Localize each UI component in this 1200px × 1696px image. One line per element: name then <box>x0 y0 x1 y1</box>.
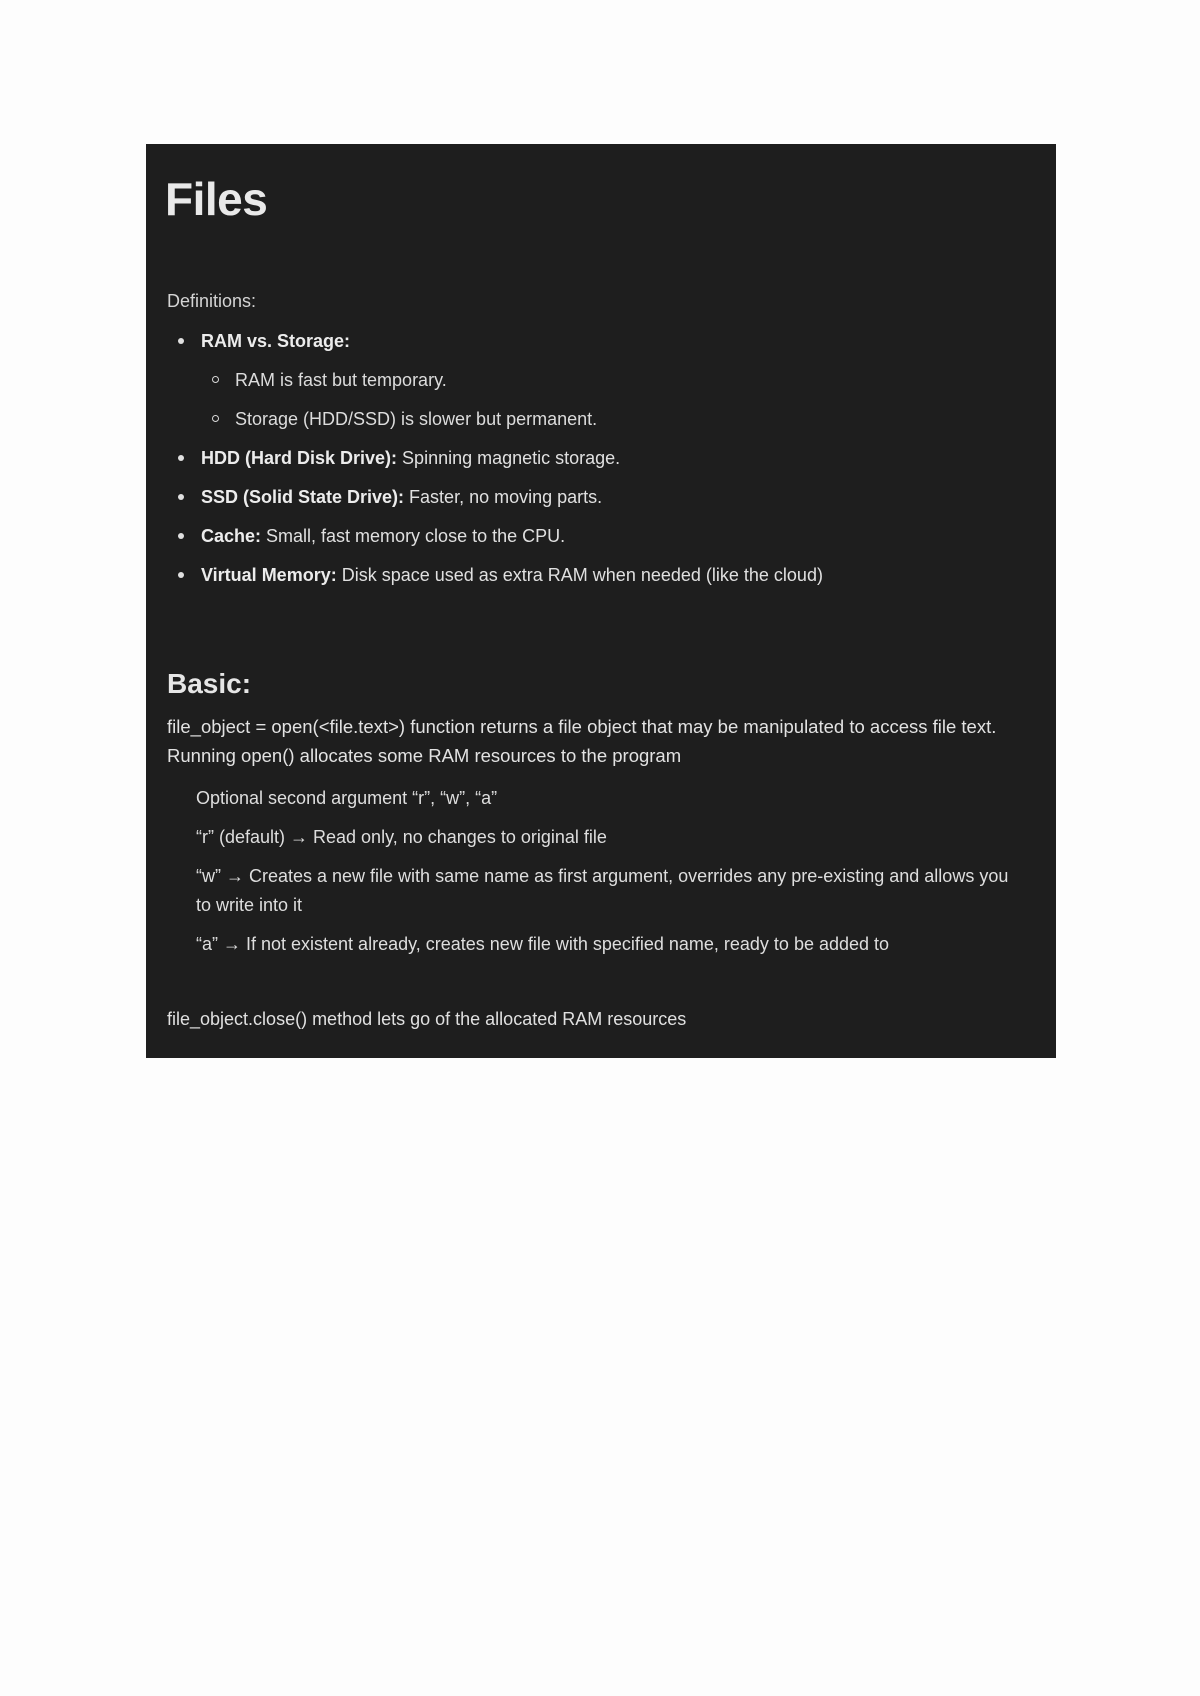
argument-line: “w” → Creates a new file with same name as first argument, overrides any pre-existing and allows you to write into it <box>196 866 1009 915</box>
definition-term: Virtual Memory: <box>201 565 337 585</box>
definition-term: Cache: <box>201 526 262 546</box>
sub-item-text: Storage (HDD/SSD) is slower but permanent. <box>235 409 598 429</box>
definition-text: Disk space used as extra RAM when needed (like the cloud) <box>336 565 823 585</box>
argument-line: “a” → If not existent already, creates new file with specified name, ready to be added to <box>196 934 890 954</box>
close-method-line: file_object.close() method lets go of the allocated RAM resources <box>167 1009 687 1029</box>
list-item <box>167 562 1027 588</box>
note-panel <box>146 144 1056 1058</box>
argument-line: Optional second argument “r”, “w”, “a” <box>196 788 498 808</box>
definition-term: SSD (Solid State Drive): <box>201 487 405 507</box>
definitions-list <box>167 328 1027 601</box>
open-arguments-block <box>196 784 1026 969</box>
bullet-icon <box>178 533 184 539</box>
bullet-icon <box>178 494 184 500</box>
definition-text: Faster, no moving parts. <box>404 487 603 507</box>
argument-line: “r” (default) → Read only, no changes to original file <box>196 827 607 847</box>
definition-term: HDD (Hard Disk Drive): <box>201 448 398 468</box>
definitions-heading: Definitions: <box>167 291 257 311</box>
bullet-icon <box>178 572 184 578</box>
hollow-bullet-icon <box>212 415 219 422</box>
sub-list-item <box>201 367 1027 393</box>
bullet-icon <box>178 338 184 344</box>
definition-text: Small, fast memory close to the CPU. <box>261 526 566 546</box>
hollow-bullet-icon <box>212 376 219 383</box>
page-title: Files <box>165 173 268 225</box>
list-item <box>167 445 1027 471</box>
sub-list-item <box>201 406 1027 432</box>
sub-list <box>201 367 1027 432</box>
definition-text: Spinning magnetic storage. <box>397 448 621 468</box>
list-item <box>167 328 1027 432</box>
definition-term: RAM vs. Storage: <box>201 331 351 351</box>
list-item <box>167 523 1027 549</box>
list-item <box>167 484 1027 510</box>
sub-item-text: RAM is fast but temporary. <box>235 370 447 390</box>
bullet-icon <box>178 455 184 461</box>
basic-intro-paragraph: file_object = open(<file.text>) function returns a file object that may be manipulated to access file text. Running open() allocates some RAM resources to the program <box>167 716 997 766</box>
basic-heading: Basic: <box>167 668 252 699</box>
